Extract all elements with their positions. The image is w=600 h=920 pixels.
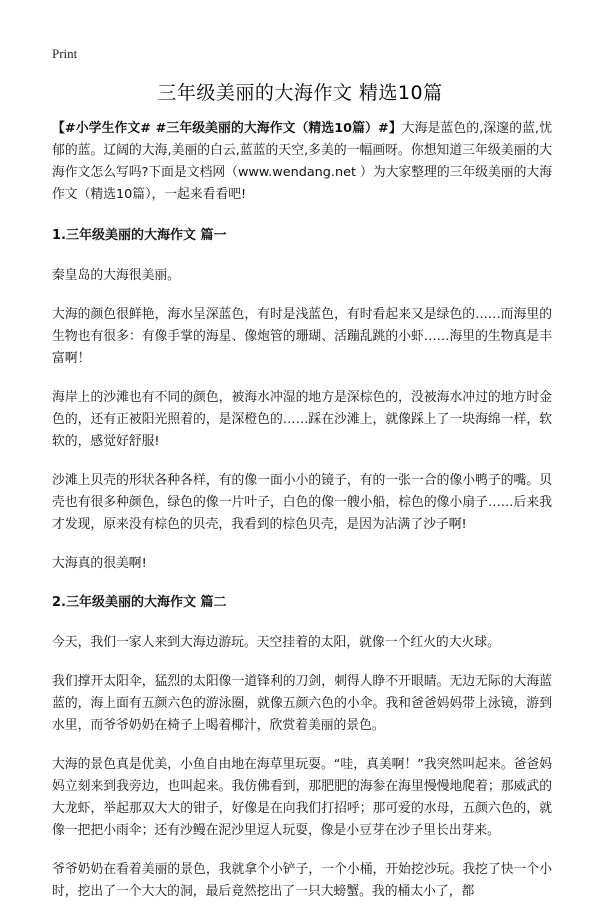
body-paragraph: 海岸上的沙滩也有不同的颜色，被海水冲湿的地方是深棕色的，没被海水冲过的地方时金色的，还有正被阳光照着的，是深橙色的……踩在沙滩上，就像踩上了一块海绵一样，软软的，感觉好舒服! (52, 390, 552, 449)
body-paragraph: 爷爷奶奶在看着美丽的景色，我就拿个小铲子，一个小桶，开始挖沙玩。我挖了快一个小时，挖出了一个大大的洞，最后竟然挖出了一只大螃蟹。我的桶太小了，都 (52, 862, 552, 899)
body-paragraph: 我们撑开太阳伞，猛烈的太阳像一道锋利的刀剑，刺得人睁不开眼睛。无边无际的大海蓝蓝的，海上面有五颜六色的游泳圈，就像五颜六色的小伞。我和爸爸妈妈带上泳镜，游到水里，而爷爷奶奶在椅子上喝着椰汁，欣赏着美丽的景色。 (52, 674, 552, 733)
section-heading: 1.三年级美丽的大海作文 篇一 (52, 228, 227, 243)
body-paragraph: 大海的颜色很鲜艳，海水呈深蓝色，有时是浅蓝色，有时看起来又是绿色的……而海里的生物也有很多：有像手掌的海星、像炮管的珊瑚、活蹦乱跳的小虾……海里的生物真是丰富啊！ (52, 307, 552, 366)
body-paragraph: 沙滩上贝壳的形状各种各样，有的像一面小小的镜子，有的一张一合的像小鸭子的嘴。贝壳也有很多种颜色，绿色的像一片叶子，白色的像一艘小船，棕色的像小扇子……后来我才发现，原来没有棕色的贝壳，我看到的棕色贝壳，是因为沾满了沙子啊! (52, 473, 552, 532)
section-heading: 2.三年级美丽的大海作文 篇二 (52, 595, 227, 610)
intro-paragraph (52, 118, 552, 206)
page-title: 三年级美丽的大海作文 精选10篇 (157, 82, 443, 104)
print-label: Print (52, 46, 78, 61)
body-paragraph: 大海真的很美啊! (52, 556, 147, 571)
body-paragraph: 大海的景色真是优美，小鱼自由地在海草里玩耍。“哇，真美啊！”我突然叫起来。爸爸妈妈立刻来到我旁边，也叫起来。我仿佛看到，那肥肥的海参在海里慢慢地爬着；那威武的大龙虾，举起那双大大的钳子，好像是在向我们打招呼；那可爱的水母，五颜六色的，就像一把把小雨伞；还有沙鳗在泥沙里逗人玩耍，像是小豆芽在沙子里长出芽来。 (52, 757, 552, 838)
body-paragraph: 秦皇岛的大海很美丽。 (52, 268, 180, 283)
intro-tags: 【#小学生作文# #三年级美丽的大海作文（精选10篇）#】 (52, 121, 402, 136)
article-body (52, 118, 552, 920)
body-paragraph: 今天，我们一家人来到大海边游玩。天空挂着的太阳，就像一个红火的大火球。 (52, 635, 500, 650)
intro-text: 大海是蓝色的,深邃的蓝,忧郁的蓝。辽阔的大海,美丽的白云,蓝蓝的天空,多美的一幅画呀。你想知道三年级美丽的大海作文怎么写吗?下面是文档网（www.wendang.net ）为大家整理的三年级美丽的大海作文（精选10篇），一起来看看吧! (52, 121, 553, 202)
